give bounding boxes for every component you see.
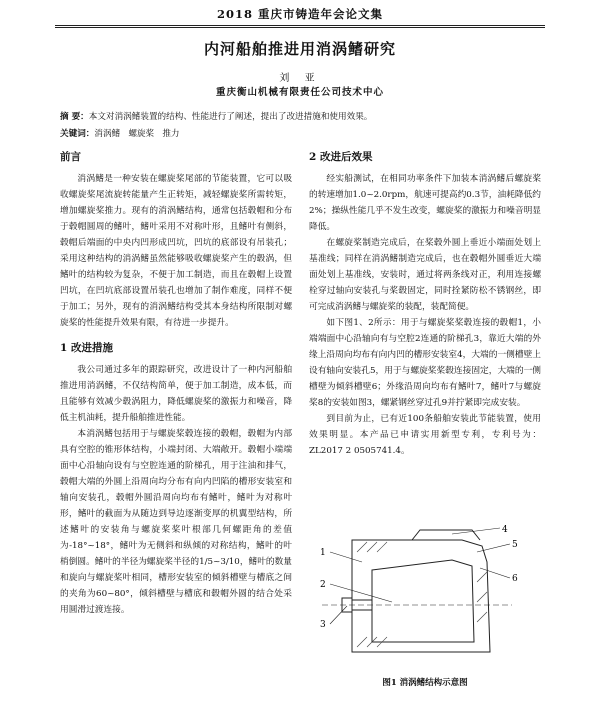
figure-label-6: 6 — [512, 574, 518, 584]
keywords-line — [60, 126, 540, 143]
header-rule — [55, 25, 545, 26]
section2-paragraph-2: 在螺旋桨制造完成后，在桨毂外圆上垂近小端面处划上基准线；同样在消涡鳍制造完成后，也在毂帽外圆垂近大端面处划上基准线，安装时，通过将两条线对正，利用连接螺栓穿过轴向安装孔与桨毂固定，同时拴紧防松不锈钢丝，即可完成消涡鳍与螺旋桨的装配，装配简便。 — [309, 238, 541, 312]
abstract-line — [60, 109, 540, 126]
abstract-label: 摘 要： — [60, 112, 89, 122]
header-rule-thin — [55, 27, 545, 28]
intro-paragraph: 消涡鳍是一种安装在螺旋桨尾部的节能装置，它可以吸收螺旋桨尾流旋转能量产生正转矩，减轻螺旋桨所需转矩，增加螺旋桨推力。现有的消涡鳍结构，通常包括毂帽和分布于毂帽圆周的鳍叶，鳍叶采用不对称叶形，且鳍叶有侧斜，毂帽后端面的中央内凹形成凹坑，凹坑的底部设有吊装孔；采用这种结构的消涡鳍虽然能够吸收螺旋桨产生的毂涡，但鳍叶的结构较为复杂，不便于加工制造，而且在毂帽上设置凹坑，在凹坑底部设置吊装孔也增加了制作难度，同样不便于加工；另外，现有的消涡鳍结构受其本身结构所限制对螺旋桨的性能提升效果有限，有待进一步提升。 — [60, 174, 292, 328]
keywords-label: 关键词： — [60, 129, 95, 139]
section1-paragraph-2: 本消涡鳍包括用于与螺旋桨毂连接的毂帽，毂帽为内部具有空腔的锥形体结构，小端封闭、大端敞开。毂帽小端端面中心沿轴向设有与空腔连通的阶梯孔，用于注油和排气，毂帽大端的外圆上沿周向均分布有向内凹陷的槽形安装室和轴向安装孔，毂帽外圆沿周向均布有鳍叶，鳍叶为对称叶形，鳍叶的截面为从随边到导边逐渐变厚的机翼型结构，所述鳍叶的安装角与螺旋桨桨叶根部几何螺距角的差值为-18°~18°，鳍叶为无侧斜和纵倾的对称结构，鳍叶的叶梢倒圆。鳍叶的半径为螺旋桨半径的1/5~3/10，鳍叶的数量和旋向与螺旋桨叶相同，槽形安装室的倾斜槽壁与槽底之间的夹角为60~80°，倾斜槽壁与槽底和毂帽外圆的结合处采用圆滑过渡连接。 — [60, 429, 292, 615]
figure-label-1: 1 — [320, 548, 326, 558]
section2-paragraph-4: 到目前为止，已有近100条船舶安装此节能装置，使用效果明显。本产品已申请实用新型专利，专利号为：ZL2017 2 0505741.4。 — [309, 414, 541, 456]
keywords-text: 消涡鳍 螺旋桨 推力 — [94, 129, 180, 139]
section2-heading: 2 改进后效果 — [309, 151, 373, 163]
section1-heading: 1 改进措施 — [60, 342, 113, 354]
section2-paragraph-3: 如下图1、2所示：用于与螺旋桨桨毂连接的毂帽1，小端端面中心沿轴向有与空腔2连通的阶梯孔3，靠近大端的外缘上沿周向均布有向内凹的槽形安装室4，大端的一侧槽壁上设有轴向安装孔5，用于与螺旋桨桨毂连接固定，大端的一侧槽壁为倾斜槽壁6；外缘沿周向均布有鳍叶7，鳍叶7与螺旋桨8的安装如图3，螺紧钢丝穿过孔9并拧紧即完成安装。 — [309, 318, 541, 408]
author: 刘 亚 — [279, 73, 321, 84]
section1-paragraph-1: 我公司通过多年的跟踪研究，改进设计了一种内河船舶推进用消涡鳍，不仅结构简单，便于加工制造，成本低，而且能够有效减少毂涡阻力，降低螺旋桨的激振力和噪音，降低主机油耗，提升船舶推进性能。 — [60, 365, 292, 423]
running-header: 2018 重庆市铸造年会论文集 — [216, 7, 383, 21]
figure-label-4: 4 — [502, 525, 508, 535]
section2-paragraph-1: 经实船测试，在相同功率条件下加装本消涡鳍后螺旋桨的转速增加1.0~2.0rpm，航速可提高约0.3节，油耗降低约2%；操纵性能几乎不发生改变，螺旋桨的激振力和噪音明显降低。 — [309, 174, 541, 232]
affiliation: 重庆衡山机械有限责任公司技术中心 — [215, 87, 384, 98]
abstract-text: 本文对消涡鳍装置的结构、性能进行了阐述，提出了改进措施和使用效果。 — [88, 112, 373, 122]
figure-label-2: 2 — [320, 580, 326, 590]
figure-label-5: 5 — [512, 540, 518, 550]
figure-caption: 图1 消涡鳍结构示意图 — [382, 678, 468, 688]
intro-heading: 前言 — [60, 151, 81, 163]
abstract-block — [60, 109, 540, 143]
left-column — [60, 148, 292, 618]
fin-structure-drawing — [312, 522, 544, 670]
figure-1 — [312, 522, 544, 670]
figure-label-3: 3 — [320, 620, 326, 630]
paper-title: 内河船舶推进用消涡鳍研究 — [203, 40, 396, 58]
right-column — [309, 148, 541, 459]
